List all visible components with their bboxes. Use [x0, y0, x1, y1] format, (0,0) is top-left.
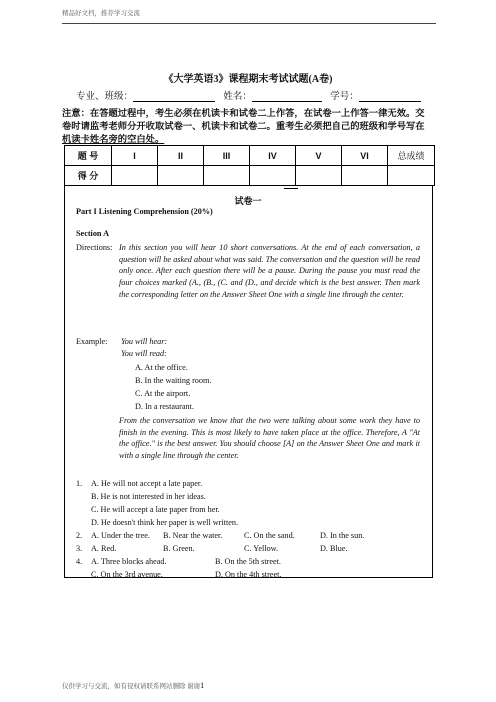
- major-label: 专业、班级：: [76, 92, 134, 102]
- heading-rule: [284, 188, 298, 189]
- answer-option: B. Near the water.: [163, 531, 223, 540]
- notice-line: 卷时请监考老师分开收取试卷一、机读卡和试卷二。重考生必须把自己的班级和学号写在: [62, 122, 425, 132]
- directions-text: In this section you will hear 10 short conversations. At the end of each conversation, a question will be asked about what was said. The conversation and the question will be read only once. After each question there will be a pause. During the pause you must read the four choices marked (A., (B., (C. and (D., and decide which is the best answer. Then mark the corresponding letter on the Answer Sheet One with a single line through the center.: [119, 243, 420, 299]
- answer-option: B. On the 5th street.: [215, 557, 281, 566]
- directions-label: Directions:: [76, 243, 113, 252]
- section-a-heading: Section A: [76, 229, 109, 238]
- answer-option: A. Under the tree.: [91, 531, 150, 540]
- answer-option: A. Three blocks ahead.: [91, 557, 167, 566]
- answer-option: D. In the sun.: [320, 531, 365, 540]
- score-cell: [158, 166, 204, 186]
- answer-option: C. Yellow.: [244, 544, 279, 553]
- column-header: III: [204, 146, 250, 166]
- header-rule: [62, 23, 436, 24]
- notice-line: 机读卡姓名旁的空白处。: [62, 135, 165, 145]
- score-cell: [250, 166, 296, 186]
- column-header: II: [158, 146, 204, 166]
- id-blank: [359, 91, 421, 102]
- part-heading: Part I Listening Comprehension (20%): [76, 207, 213, 216]
- score-cell: [342, 166, 388, 186]
- exam-notice: [62, 108, 432, 147]
- score-table: [64, 145, 435, 186]
- question-number: 2.: [76, 531, 83, 540]
- notice-line: 注意：在答题过程中，考生必须在机读卡和试卷二上作答，在试卷一上作答一律无效。交: [62, 109, 425, 119]
- answer-option: C. On the 3rd avenue.: [91, 570, 163, 579]
- column-header: 总成绩: [388, 146, 435, 166]
- footer-text: 仅供学习与交流，如有侵权请联系网站删除 谢谢: [62, 683, 201, 690]
- example-option: B. In the waiting room.: [135, 376, 212, 385]
- example-label: Example:: [76, 337, 108, 346]
- question-number: 4.: [76, 557, 83, 566]
- page-footer: [62, 681, 204, 690]
- answer-option: A. Red.: [91, 544, 117, 553]
- row-label: 题 号: [65, 146, 112, 166]
- row-label: 得 分: [65, 166, 112, 186]
- example-option: C. At the airport.: [135, 389, 191, 398]
- page-number: 1: [200, 681, 205, 690]
- answer-option: A. He will not accept a late paper.: [91, 479, 203, 488]
- example-hear: You will hear:: [121, 337, 168, 346]
- name-label: 姓名：: [223, 92, 252, 102]
- section-heading: 试卷一: [234, 196, 262, 206]
- example-explanation: From the conversation we know that the two were talking about some work they have to finish in the evening. This is most likely to have taken place at the office. Therefore, A "At the office." is the best answer. You should choose [A] on the Answer Sheet One and mark it with a single line through the center.: [119, 416, 420, 461]
- id-label: 学号：: [330, 92, 359, 102]
- answer-option: D. Blue.: [320, 544, 348, 553]
- name-blank: [252, 91, 322, 102]
- exam-title: 《大学英语3》课程期末考试试题(A卷): [163, 74, 333, 85]
- score-cell: [388, 166, 435, 186]
- page-header: 精品好文档，推荐学习交流: [62, 10, 140, 17]
- question-number: 1.: [76, 479, 83, 488]
- answer-option: D. On the 4th street.: [215, 570, 282, 579]
- score-cell: [204, 166, 250, 186]
- student-info: [76, 88, 427, 102]
- column-header: VI: [342, 146, 388, 166]
- major-blank: [133, 91, 215, 102]
- question-number: 3.: [76, 544, 83, 553]
- score-cell: [296, 166, 342, 186]
- example-option: D. In a restaurant.: [135, 402, 194, 411]
- column-header: V: [296, 146, 342, 166]
- score-cell: [112, 166, 158, 186]
- answer-option: C. On the sand.: [244, 531, 295, 540]
- example-read: You will read:: [121, 349, 167, 358]
- answer-option: B. He is not interested in her ideas.: [91, 492, 206, 501]
- column-header: I: [112, 146, 158, 166]
- answer-option: D. He doesn't think her paper is well written.: [91, 518, 238, 527]
- answer-option: B. Green.: [163, 544, 195, 553]
- column-header: IV: [250, 146, 296, 166]
- answer-option: C. He will accept a late paper from her.: [91, 505, 220, 514]
- example-option: A. At the office.: [135, 363, 188, 372]
